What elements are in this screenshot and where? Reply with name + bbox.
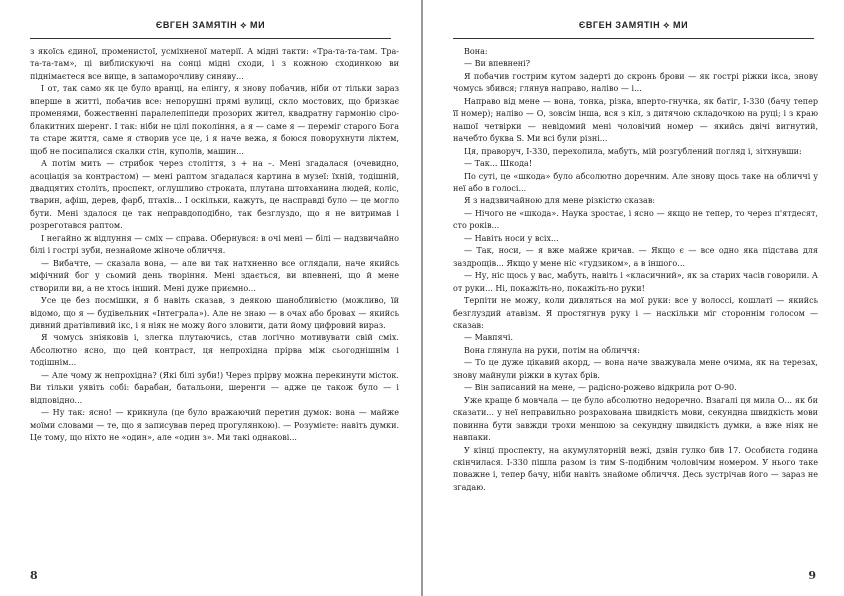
paragraph: — Так... Шкода!: [464, 159, 533, 169]
paragraph: — Вибачте, — сказала вона, — але ви так натхненно все оглядали, наче якийсь міфічний бог у сьомий день творіння. Мені здається, ви впевнені, що й мене створили ви, а не хтось інший. Мені дуже приємно...: [30, 258, 399, 293]
paragraph: Направо від мене — вона, тонка, різка, вперто-гнучка, як батіг, I-330 (бачу тепер її номер); наліво — О, зовсім інша, вся з кіл, з дитячою складочкою на руці; і з краю нашої четвірки — невідомий мені чоловічий номер — якийсь двічі вигнутий, начебто буква S. Ми всі були різні...: [453, 96, 818, 144]
paragraph: — Так, носи, — я вже майже кричав. — Якщо є — все одно яка підстава для заздрощів... Якщо у мене ніс «гудзиком», а в іншого...: [453, 246, 818, 268]
header-rule-left: [30, 38, 391, 39]
paragraph: А потім мить — стрибок через століття, з + на –. Мені згадалася (очевидно, асоціація за контрастом) — мені раптом згадалася картина в музеї: їхній, тодішній, двадцятих століть, проспект, оглушливо строката, плутана штовханина людей, коліс, тварин, афіш, дерев, фарб, птахів... І оскільки, кажуть, це насправді було — це могло бути. Мені здалося це так неправдоподібно, так безглуздо, що я не витримав і розреготався раптом.: [30, 159, 399, 231]
paragraph: Усе це без посмішки, я б навіть сказав, з деякою шанобливістю (можливо, їй відомо, що я — будівельник «Інтеграла»). Але не знаю — в очах або бровах — якийсь дивний дратівливий ікс, і я ніяк не можу його зловити, дати йому цифровий вираз.: [30, 296, 399, 330]
paragraph: — То це дуже цікавий акорд, — вона наче зважувала мене очима, як на терезах, знову майнули ріжки в кутах брів.: [453, 358, 818, 380]
paragraph: — Нічого не «шкода». Наука зростає, і ясно — якщо не тепер, то через п'ятдесят, сто років...: [453, 208, 818, 231]
paragraph: Ця, праворуч, I-330, перехопила, мабуть, мій розгублений погляд і, зітхнувши:: [464, 146, 802, 156]
paragraph: І негайно ж відлуння — сміх — справа. Обернувся: в очі мені — білі — надзвичайно білі і гострі зуби, незнайоме жіноче обличчя.: [30, 233, 399, 256]
paragraph: з якоїсь єдиної, променистої, усміхненої матерії. А мідні такти: «Тра-та-та-там. Тра-та-та-там», ці виблискуючі на сонці мідні сходи, і з кожною сходинкою ви піднімаєтеся все вище, в запаморочливу синяву...: [30, 47, 399, 81]
paragraph: І от, так само як це було вранці, на елінгу, я знову побачив, ніби от тільки зараз вперше в житті, побачив все: непорушні прямі вулиці, скло мостових, що бризкає променями, божественні паралелепіпеди прозорих жител, квадратну гармонію сіро-блакитних шеренг. І так: ніби не цілі покоління, а я — саме я — переміг старого Бога та старе життя, саме я створив усе це, і я наче вежа, я боюся поворухнути ліктем, щоб не посипалися скалки стін, куполів, машин...: [30, 84, 399, 156]
paragraph: — Ви впевнені?: [464, 59, 531, 69]
paragraph: У кінці проспекту, на акумуляторній вежі, дзвін гулко бив 17. Особиста година скінчилася. I-330 пішла разом із тим S-подібним чоловічим номером. У нього таке поважне і, тепер бачу, ніби навіть знайоме обличчя. Десь зустрічав його — зараз не згадаю.: [453, 445, 818, 492]
paragraph: Я побачив гострим кутом задерті до скронь брови — як гострі ріжки ікса, знову чомусь збився; глянув направо, наліво — і...: [453, 71, 818, 94]
right-page: [423, 0, 844, 596]
paragraph: Вона:: [464, 47, 488, 56]
header-rule-right: [453, 38, 814, 39]
paragraph: — Ну так: ясно! — крикнула (це було вражаючий перетин думок: вона — майже моїми словами — те, що я записував перед прогулянкою). — Розумієте: навіть думки. Це тому, що ніхто не «один», але «один з». Ми такі однакові...: [30, 408, 399, 443]
page-number-left: 8: [30, 569, 38, 582]
paragraph: Вона глянула на руки, потім на обличчя:: [464, 345, 640, 355]
paragraph: Терпіти не можу, коли дивляться на мої руки: все у волоссі, кошлаті — якийсь безглуздий атавізм. Я простягнув руку і — наскільки міг стороннім голосом — сказав:: [453, 296, 818, 330]
paragraph: По суті, це «шкода» було абсолютно доречним. Але знову щось таке на обличчі у неї або в голосі...: [453, 171, 818, 193]
right-page-text: [453, 46, 818, 494]
paragraph: — Він записаний на мене, — радісно-рожево відкрила рот О-90.: [464, 383, 737, 393]
paragraph: Уже краще б мовчала — це було абсолютно недоречно. Взагалі ця мила О... як би сказати... у неї неправильно розрахована швидкість мови, секундна швидкість мови повинна бути завжди трохи меншою за секундну швидкість думки, а вже ніяк не навпаки.: [453, 395, 818, 443]
running-header-right: ЄВГЕН ЗАМЯТІН ⟡ МИ: [578, 20, 689, 30]
page-number-right: 9: [808, 569, 816, 582]
running-header-left: ЄВГЕН ЗАМЯТІН ⟡ МИ: [155, 20, 266, 30]
paragraph: Я чомусь зніяковів і, злегка плутаючись, став логічно мотивувати свій сміх. Абсолютно ясно, що цей контраст, ця непрохідна прірва між сьогоднішнім і тодішнім...: [30, 333, 399, 368]
paragraph: — Ну, ніс щось у вас, мабуть, навіть і «класичний», як за старих часів говорили. А от руки... Ні, покажіть-но, покажіть-но руки!: [453, 271, 818, 293]
paragraph: — Навіть носи у всіх...: [464, 233, 559, 243]
paragraph: — Мавпячі.: [464, 333, 514, 343]
paragraph: — Але чому ж непрохідна? (Які білі зуби!) Через прірву можна перекинути місток. Ви тільки уявіть собі: барабан, батальони, шеренги — адже це також було — і відповідно...: [30, 370, 399, 405]
left-page: [0, 0, 421, 596]
paragraph: Я з надзвичайною для мене різкістю сказав:: [464, 196, 656, 206]
left-page-text: [30, 46, 399, 445]
